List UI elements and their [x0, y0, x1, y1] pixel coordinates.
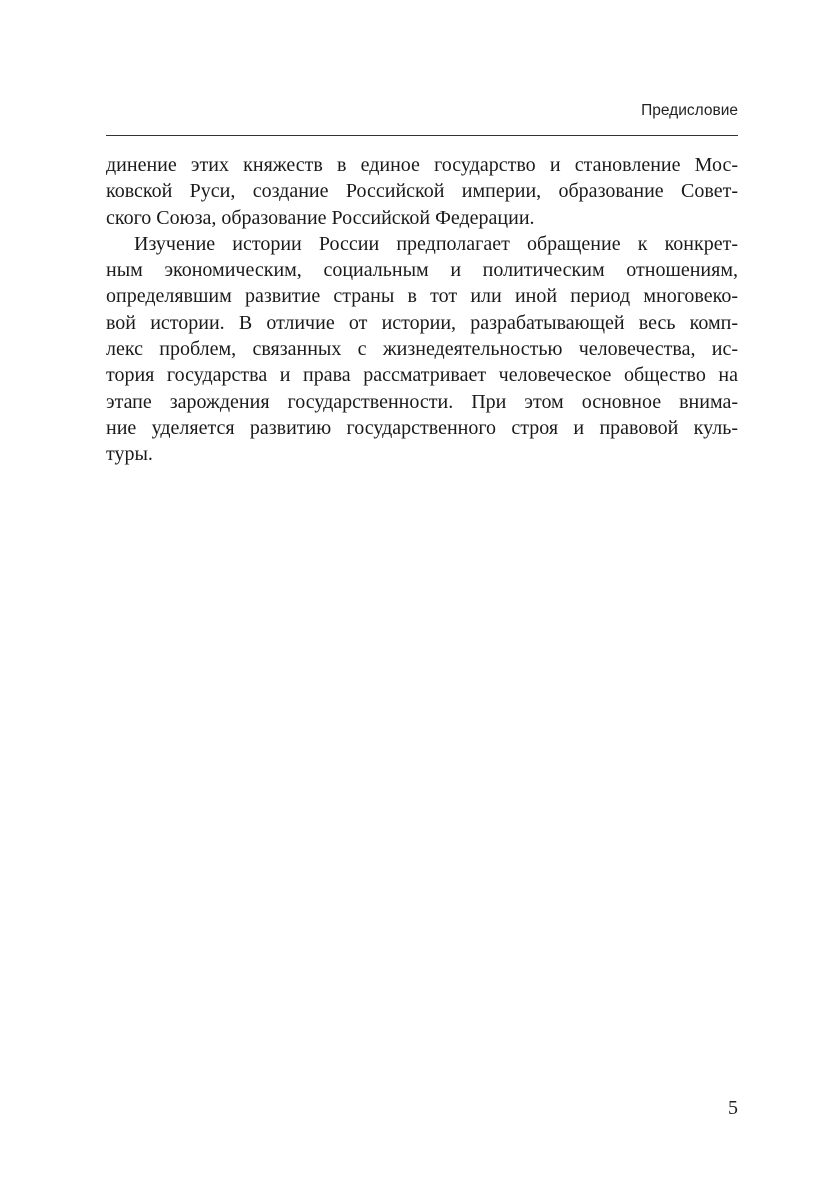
running-head: Предисловие: [641, 102, 738, 119]
page-number: 5: [728, 1097, 738, 1119]
text-line: туры.: [106, 443, 153, 466]
text-line: ние уделяется развитию государственного строя и правовой куль-: [106, 416, 738, 439]
paragraph: [106, 152, 738, 231]
text-line: ского Союза, образование Российской Федерации.: [106, 206, 535, 229]
body-text: [106, 152, 738, 468]
text-line: динение этих княжеств в единое государство и становление Мос-: [106, 154, 738, 176]
paragraph: [106, 231, 738, 468]
text-line: ным экономическим, социальным и политическим отношениям,: [106, 259, 738, 282]
text-line: ковской Руси, создание Российской империи, образование Совет-: [106, 180, 738, 203]
header-rule: [106, 135, 738, 136]
text-line: этапе зарождения государственности. При этом основное внима-: [106, 390, 738, 413]
text-line: тория государства и права рассматривает человеческое общество на: [106, 364, 738, 387]
text-line: лекс проблем, связанных с жизнедеятельностью человечества, ис-: [106, 338, 738, 361]
text-line: определявшим развитие страны в тот или иной период многовеко-: [106, 285, 738, 308]
text-line: Изучение истории России предполагает обращение к конкрет-: [134, 232, 738, 255]
text-line: вой истории. В отличие от истории, разрабатывающей весь комп-: [106, 311, 738, 334]
